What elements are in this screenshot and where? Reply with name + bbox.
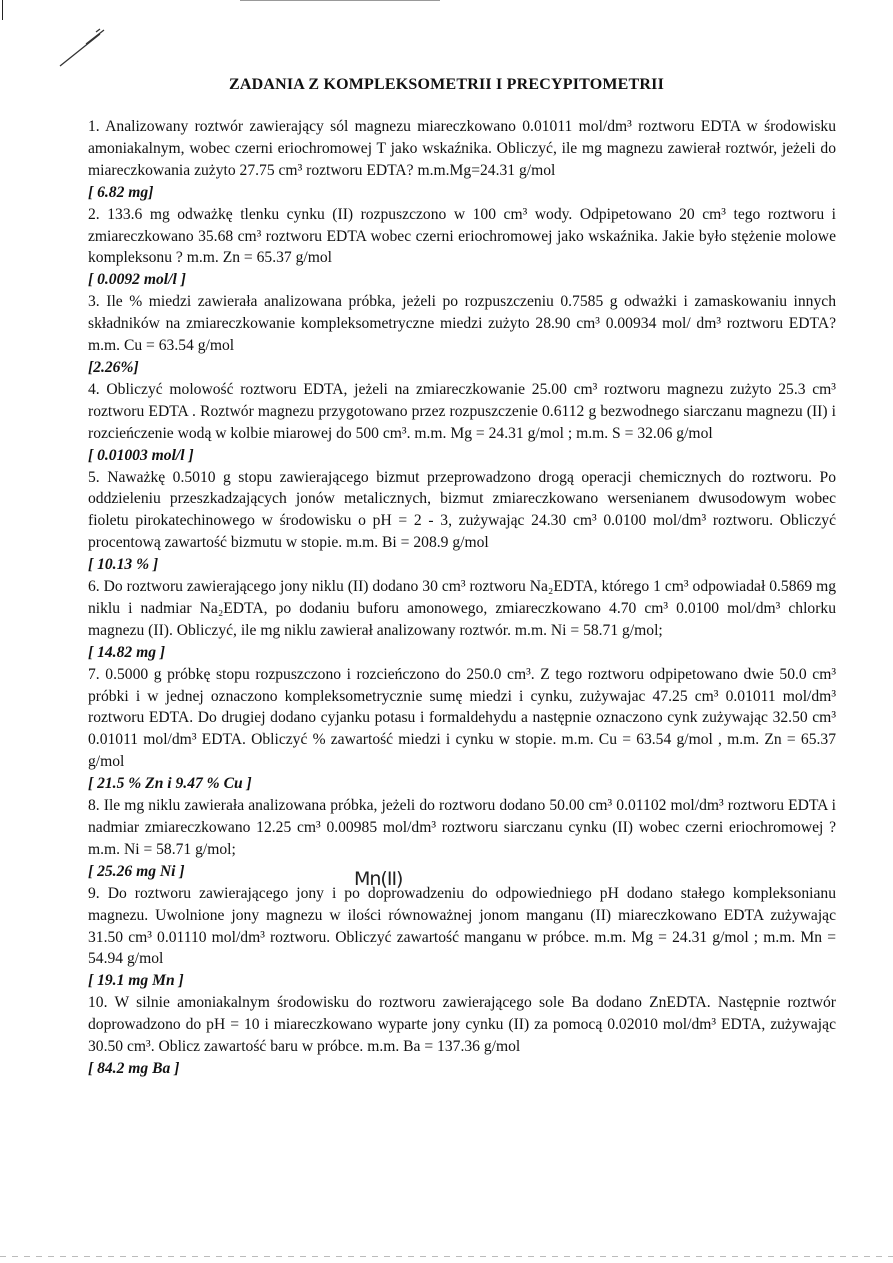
task-7	[88, 664, 836, 774]
task-5	[88, 467, 836, 555]
task-3	[88, 291, 836, 357]
task-number: 10.	[88, 994, 108, 1012]
task-text: 0.5000 g próbkę stopu rozpuszczono i rozcieńczono do 250.0 cm³. Z tego roztworu odpipetowano dwie 50.0 cm³ próbki i w jednej oznaczono kompleksometrycznie sumę miedzi i cynku, zużywajac 47.25 cm³ 0.01011 mol/dm³ roztworu EDTA. Do drugiej dodano cyjanku potasu i formaldehydu a następnie oznaczono cynk zużywając 32.50 cm³ 0.01011 mol/dm³ EDTA. Obliczyć % zawartość miedzi i cynku w stopie. m.m. Cu = 63.54 g/mol , m.m. Zn = 65.37 g/mol	[88, 665, 836, 771]
task-text: Ile mg niklu zawierała analizowana próbka, jeżeli do roztworu dodano 50.00 cm³ 0.01102 mol/dm³ roztworu EDTA i nadmiar zmiareczkowano 12.25 cm³ 0.00985 mol/dm³ roztworu siarczanu cynku (II) wobec czerni eriochromowej ? m.m. Ni = 58.71 g/mol;	[88, 797, 836, 858]
task-text: Ile % miedzi zawierała analizowana próbka, jeżeli po rozpuszczeniu 0.7585 g odważki i zamaskowaniu innych składników na zmiareczkowanie kompleksometryczne miedzi zużyto 28.90 cm³ 0.00934 mol/ dm³ roztworu EDTA? m.m. Cu = 63.54 g/mol	[88, 293, 836, 355]
task-text: Obliczyć molowość roztworu EDTA, jeżeli na zmiareczkowanie 25.00 cm³ roztworu magnezu zużyto 25.3 cm³ roztworu EDTA . Roztwór magnezu przygotowano przez rozpuszczenie 0.6112 g bezwodnego siarczanu magnezu (II) i rozcieńczenie wodą w kolbie miarowej do 500 cm³. m.m. Mg = 24.31 g/mol ; m.m. S = 32.06 g/mol	[88, 380, 836, 442]
task-number: 7.	[88, 665, 100, 683]
task-number: 6.	[88, 578, 100, 596]
task-text: Do roztworu zawierającego jony niklu (II) dodano 30 cm³ roztworu Na₂EDTA, którego 1 cm³ odpowiadał 0.5869 mg niklu i nadmiar Na₂EDTA, po dodaniu buforu amonowego, zmiareczkowano 4.70 cm³ 0.0100 mol/dm³ chlorku magnezu (II). Obliczyć, ile mg niklu zawierał analizowany roztwór. m.m. Ni = 58.71 g/mol;	[88, 578, 836, 639]
task-answer: [2.26%]	[88, 358, 139, 376]
task-answer: [ 84.2 mg Ba ]	[88, 1059, 180, 1077]
page-title: ZADANIA Z KOMPLEKSOMETRII I PRECYPITOMETRII	[228, 76, 665, 93]
task-text: Naważkę 0.5010 g stopu zawierającego bizmut przeprowadzono drogą operacji chemicznych do roztworu. Po oddzieleniu przeszkadzających jonów metalicznych, bizmut zmiareczkowano wersenianem dwusodowym wobec fioletu pirokatechinowego w środowisku o pH = 2 - 3, zużywając 24.30 cm³ 0.0100 mol/dm³ roztworu. Obliczyć procentową zawartość bizmutu w stopie. m.m. Bi = 208.9 g/mol	[88, 468, 836, 552]
task-number: 3.	[88, 293, 100, 311]
task-text: Do roztworu zawierającego jony i po doprowadzeniu do odpowiedniego pH dodano stałego kompleksonianu magnezu. Uwolnione jony magnezu w ilości równoważnej jonom manganu (II) miareczkowano EDTA zużywając 31.50 cm³ 0.01110 mol/dm³ roztworu. Obliczyć zawartość manganu w próbce. m.m. Mg = 24.31 g/mol ; m.m. Mn = 54.94 g/mol	[88, 884, 836, 968]
task-answer: [ 6.82 mg]	[88, 183, 154, 201]
task-4	[88, 379, 836, 445]
scan-corner-mark	[2, 0, 3, 20]
task-answer: [ 25.26 mg Ni ]	[88, 862, 185, 880]
task-text: W silnie amoniakalnym środowisku do roztworu zawierającego sole Ba dodano ZnEDTA. Następnie roztwór doprowadzono do pH = 10 i miareczkowano wyparte jony cynku (II) za pomocą 0.02010 mol/dm³ EDTA, zużywając 30.50 cm³. Oblicz zawartość baru w próbce. m.m. Ba = 137.36 g/mol	[88, 994, 836, 1056]
scan-bottom-line	[0, 1256, 893, 1257]
task-answer: [ 19.1 mg Mn ]	[88, 972, 184, 990]
task-number: 5.	[88, 468, 100, 486]
task-answer: [ 0.01003 mol/l ]	[88, 446, 194, 464]
task-1	[88, 116, 836, 182]
task-answer: [ 14.82 mg ]	[88, 643, 166, 661]
task-number: 4.	[88, 380, 100, 398]
task-list	[88, 116, 836, 1080]
task-text: 133.6 mg odważkę tlenku cynku (II) rozpuszczono w 100 cm³ wody. Odpipetowano 20 cm³ tego roztworu i zmiareczkowano 35.68 cm³ roztworu EDTA wobec czerni eriochromowej jako wskaźnika. Jakie było stężenie molowe kompleksonu ? m.m. Zn = 65.37 g/mol	[88, 205, 836, 267]
task-6	[88, 576, 836, 642]
task-answer: [ 10.13 % ]	[88, 556, 159, 574]
task-number: 1.	[88, 118, 100, 135]
task-10	[88, 992, 836, 1058]
task-number: 9.	[88, 884, 100, 902]
handwritten-note: Mn(II)	[354, 868, 403, 890]
scan-top-line	[240, 0, 440, 1]
task-answer: [ 21.5 % Zn i 9.47 % Cu ]	[88, 775, 252, 793]
task-number: 8.	[88, 797, 100, 815]
pen-scribble-icon	[56, 26, 108, 70]
task-text: Analizowany roztwór zawierający sól magnezu miareczkowano 0.01011 mol/dm³ roztworu EDTA w środowisku amoniakalnym, wobec czerni eriochromowej T jako wskaźnika. Obliczyć, ile mg magnezu zawierał roztwór, jeżeli do miareczkowania zużyto 27.75 cm³ roztworu EDTA? m.m.Mg=24.31 g/mol	[88, 118, 836, 179]
task-8	[88, 795, 836, 861]
task-number: 2.	[88, 205, 100, 223]
task-2	[88, 204, 836, 270]
task-answer: [ 0.0092 mol/l ]	[88, 271, 186, 289]
task-9	[88, 883, 836, 971]
